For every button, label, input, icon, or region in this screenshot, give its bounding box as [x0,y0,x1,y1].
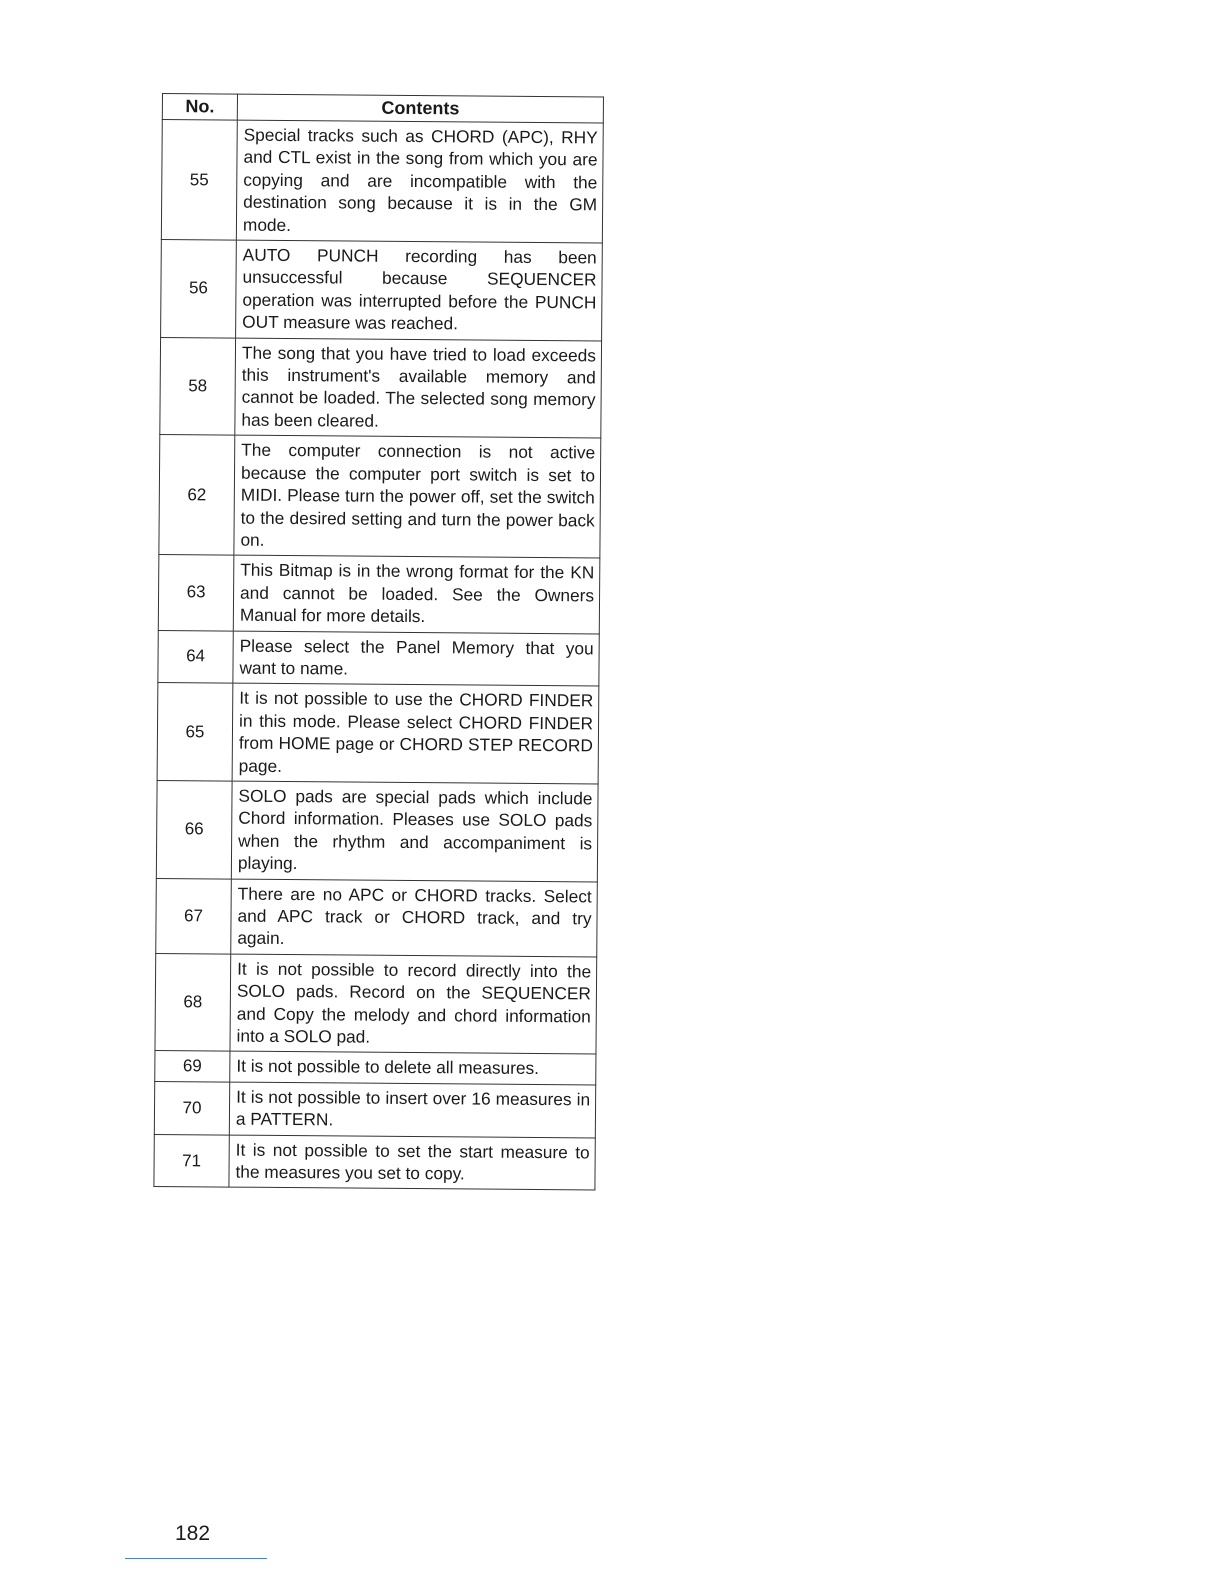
table-row [155,1051,596,1085]
table-row [154,1081,595,1137]
column-header-contents: Contents [237,94,603,123]
table-row [161,120,603,243]
message-text: It is not possible to insert over 16 measures in a PATTERN. [229,1082,595,1138]
message-text: It is not possible to set the start measure to the measures you set to copy. [229,1135,595,1191]
message-text: Special tracks such as CHORD (APC), RHY and CTL exist in the song from which you are copying and are incompatible with the destination song because it is in the GM mode. [236,120,603,243]
message-number: 56 [161,240,237,338]
message-number: 62 [159,435,235,556]
message-text: There are no APC or CHORD tracks. Select and APC track or CHORD track, and try again. [231,879,598,957]
message-number: 69 [155,1051,230,1082]
message-text: It is not possible to record directly into the SOLO pads. Record on the SEQUENCER and Copy the melody and chord information into a SOLO pad. [230,954,597,1054]
table-row [156,878,598,957]
message-text: Please select the Panel Memory that you want to name. [233,631,599,687]
message-text: It is not possible to delete all measures. [230,1052,596,1085]
message-number: 66 [156,780,232,878]
message-number: 68 [155,953,231,1051]
table-row [154,1134,595,1190]
message-number: 71 [154,1134,229,1187]
table-row [159,435,601,558]
message-text: SOLO pads are special pads which include Chord information. Pleases use SOLO pads when the rhythm and accompaniment is playing. [231,781,598,881]
message-number: 70 [154,1081,229,1134]
message-number: 67 [156,878,232,954]
message-text: This Bitmap is in the wrong format for the KN and cannot be loaded. See the Owners Manual for more details. [233,555,600,633]
message-number: 58 [160,337,236,435]
page-number: 182 [175,1522,211,1545]
message-number: 64 [158,630,233,683]
footer-rule [125,1558,267,1559]
column-header-no: No. [162,94,237,121]
table-header-row [162,94,603,123]
table-row [158,630,599,686]
message-text: The song that you have tried to load exceeds this instrument's available memory and cannot be loaded. The selected song memory has been cleared. [235,338,602,438]
table-row [158,555,600,634]
message-text: AUTO PUNCH recording has been unsuccessful because SEQUENCER operation was interrupted before the PUNCH OUT measure was reached. [236,240,603,340]
message-number: 55 [161,120,237,241]
table-row [157,683,599,784]
message-text: It is not possible to use the CHORD FINDER in this mode. Please select CHORD FINDER from HOME page or CHORD STEP RECORD page. [232,683,599,783]
table-row [156,780,598,881]
message-number: 65 [157,683,233,781]
message-number: 63 [158,555,234,631]
message-table [153,93,604,1191]
table-row [160,337,602,438]
message-text: The computer connection is not active because the computer port switch is set to MIDI. Please turn the power off, set the switch to the desired setting and turn the power back on. [234,435,601,558]
table-row [161,240,603,341]
table-row [155,953,597,1054]
